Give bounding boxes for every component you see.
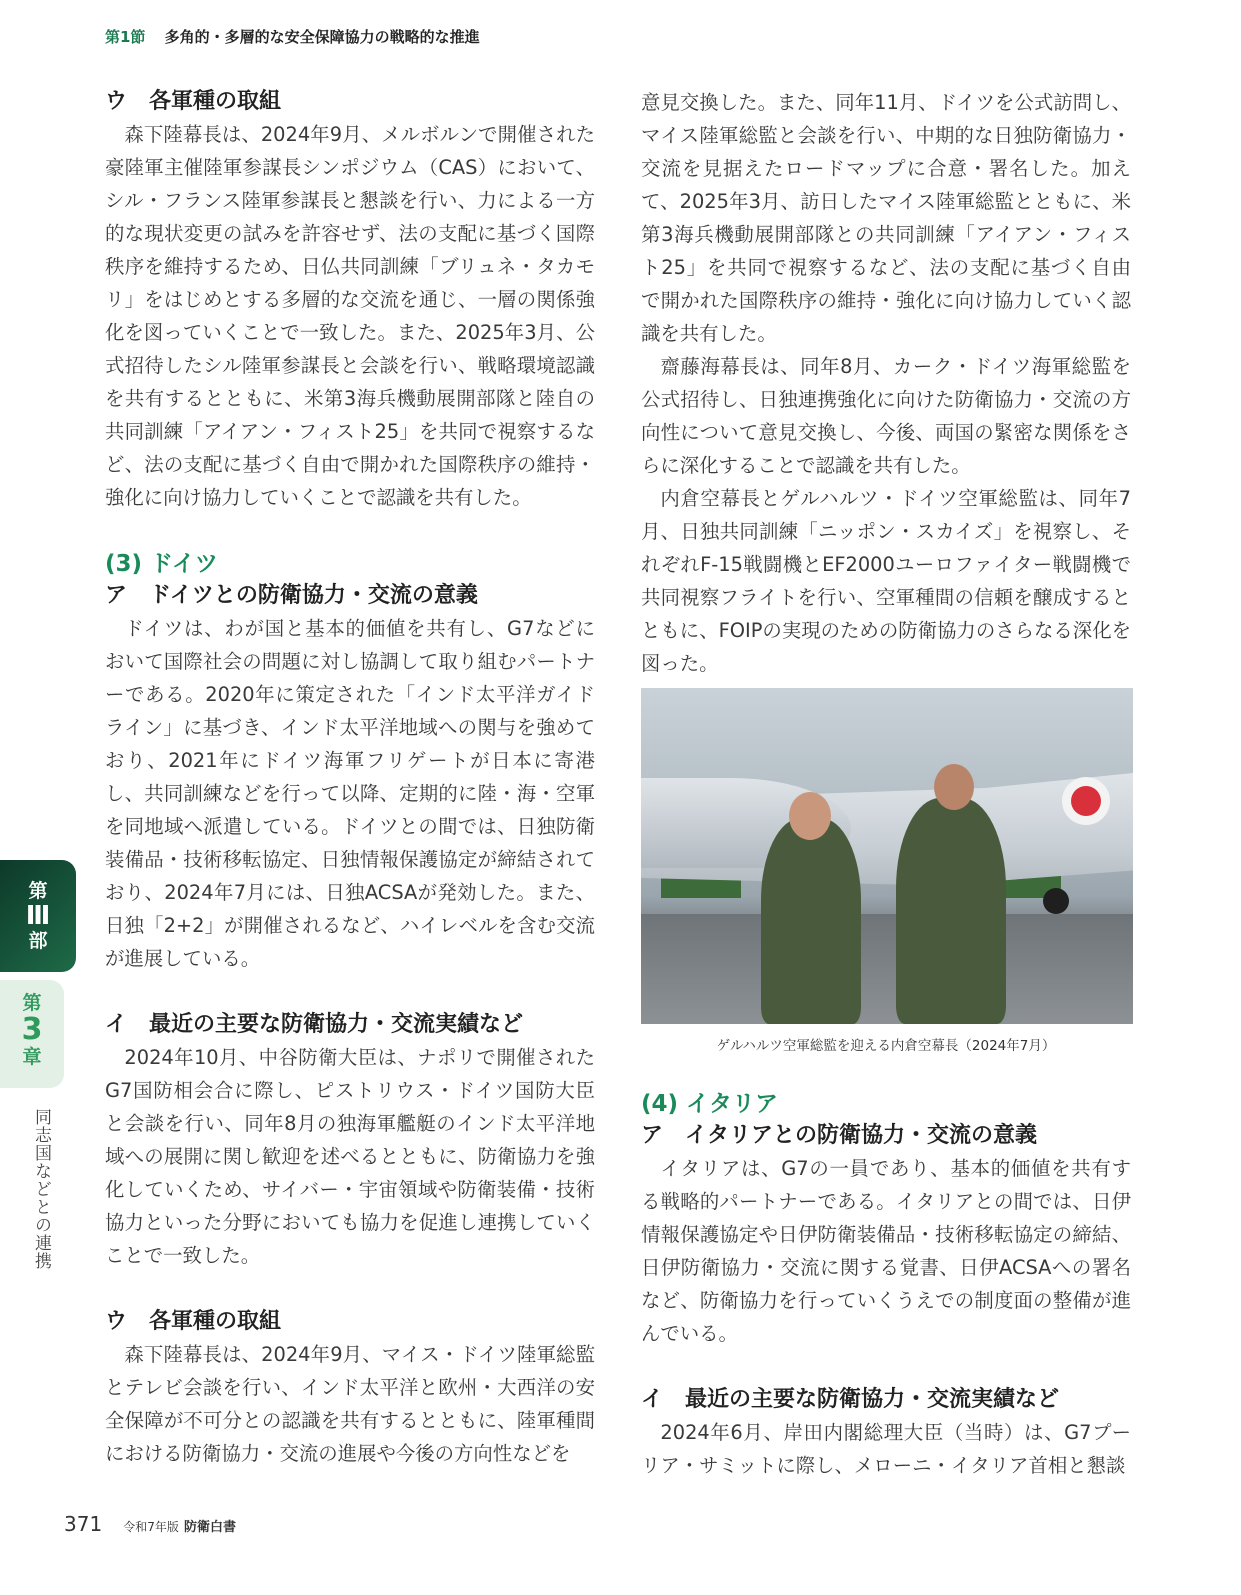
paragraph-army-france: 森下陸幕長は、2024年9月、メルボルンで開催された豪陸軍主催陸軍参謀長シンポジウム（CAS）において、シル・フランス陸軍参謀長と懇談を行い、力による一方的な現状変更の試みを許容せず、法の支配に基づく国際秩序を維持するため、日仏共同訓練「ブリュネ・タカモリ」をはじめとする多層的な交流を通じ、一層の関係強化を図っていくことで一致した。また、2025年3月、公式招待したシル陸軍参謀長と会談を行い、戦略環境認識を共有するとともに、米第3海兵機動展開部隊と陸自の共同訓練「アイアン・フィスト25」を共同で視察するなど、法の支配に基づく自由で開かれた国際秩序の維持・強化に向け協力していくことで認識を共有した。 xyxy=(105,123,595,509)
photo-air-chiefs-handshake xyxy=(641,688,1133,1024)
heading-germany-significance: ア ドイツとの防衛協力・交流の意義 xyxy=(105,583,478,608)
book-era: 令和7年版 xyxy=(123,1520,179,1534)
part-tab-dai: 第 xyxy=(28,880,48,902)
paragraph-germany-recent: 2024年10月、中谷防衛大臣は、ナポリで開催されたG7国防相会合に際し、ピストリウス・ドイツ国防大臣と会談を行い、同年8月の独海軍艦艇のインド太平洋地域への展開に関し歓迎を述べるとともに、防衛協力を強化していくため、サイバー・宇宙領域や防衛装備・技術協力といった分野においても協力を促進し連携していくことで一致した。 xyxy=(105,1046,595,1267)
chapter-tab-number: 3 xyxy=(21,1012,43,1047)
page-footer xyxy=(64,1512,236,1536)
chapter-title-vertical: 同志国などとの連携 xyxy=(31,1108,51,1270)
heading-germany: (3) ドイツ xyxy=(105,551,218,577)
chapter-tab-sho: 章 xyxy=(22,1046,42,1068)
paragraph-germany-air: 内倉空幕長とゲルハルツ・ドイツ空軍総監は、同年7月、日独共同訓練「ニッポン・スカイズ」を視察し、それぞれF-15戦闘機とEF2000ユーロファイター戦闘機で共同視察フライトを行い、空軍種間の信頼を醸成するとともに、FOIPの実現のための防衛協力のさらなる深化を図った。 xyxy=(641,487,1131,675)
section-number: 第1節 xyxy=(105,28,146,46)
part-tab xyxy=(0,860,76,972)
paragraph-germany-army-cont: 意見交換した。また、同年11月、ドイツを公式訪問し、マイス陸軍総監と会談を行い、中期的な日独防衛協力・交流を見据えたロードマップに合意・署名した。加えて、2025年3月、訪日したマイス陸軍総監とともに、米第3海兵機動展開部隊との共同訓練「アイアン・フィスト25」を共同で視察するなど、法の支配に基づく自由で開かれた国際秩序の維持・強化に向け協力していく認識を共有した。 xyxy=(641,91,1131,345)
section-title: 多角的・多層的な安全保障協力の戦略的な推進 xyxy=(164,28,480,46)
page-number: 371 xyxy=(64,1512,103,1536)
heading-germany-recent: イ 最近の主要な防衛協力・交流実績など xyxy=(105,1012,524,1037)
book-title: 防衛白書 xyxy=(184,1520,237,1535)
paragraph-germany-significance: ドイツは、わが国と基本的価値を共有し、G7などにおいて国際社会の問題に対し協調して取り組むパートナーである。2020年に策定された「インド太平洋ガイドライン」に基づき、インド太平洋地域への関与を強めており、2021年にドイツ海軍フリゲートが日本に寄港し、共同訓練などを行って以降、定期的に陸・海・空軍を同地域へ派遣している。ドイツとの間では、日独防衛装備品・技術移転協定、日独情報保護協定が締結されており、2024年7月には、日独ACSAが発効した。また、日独「2+2」が開催されるなど、ハイレベルを含む交流が進展している。 xyxy=(105,617,595,970)
running-header xyxy=(105,26,480,47)
paragraph-germany-navy: 齋藤海幕長は、同年8月、カーク・ドイツ海軍総監を公式招待し、日独連携強化に向けた防衛協力・交流の方向性について意見交換し、今後、両国の緊密な関係をさらに深化することで認識を共有した。 xyxy=(641,355,1131,477)
heading-italy-significance: ア イタリアとの防衛協力・交流の意義 xyxy=(641,1123,1038,1148)
paragraph-italy-recent: 2024年6月、岸田内閣総理大臣（当時）は、G7プーリア・サミットに際し、メローニ・イタリア首相と懇談 xyxy=(641,1421,1131,1477)
chapter-tab xyxy=(0,980,64,1088)
heading-germany-branches: ウ 各軍種の取組 xyxy=(105,1309,282,1334)
chapter-tab-dai: 第 xyxy=(22,992,42,1014)
right-column xyxy=(641,86,1131,1482)
photo-caption: ゲルハルツ空軍総監を迎える内倉空幕長（2024年7月） xyxy=(716,1038,1056,1054)
paragraph-italy-significance: イタリアは、G7の一員であり、基本的価値を共有する戦略的パートナーである。イタリアとの間では、日伊情報保護協定や日伊防衛装備品・技術移転協定の締結、日伊防衛協力・交流に関する覚書、日伊ACSAへの署名など、防衛協力を行っていくうえでの制度面の整備が進んでいる。 xyxy=(641,1157,1131,1345)
heading-italy-recent: イ 最近の主要な防衛協力・交流実績など xyxy=(641,1387,1060,1412)
part-tab-bu: 部 xyxy=(28,930,48,952)
paragraph-germany-army: 森下陸幕長は、2024年9月、マイス・ドイツ陸軍総監とテレビ会談を行い、インド太平洋と欧州・大西洋の安全保障が不可分との認識を共有するとともに、陸軍種間における防衛協力・交流の進展や今後の方向性などを xyxy=(105,1343,595,1465)
heading-branch-efforts: ウ 各軍種の取組 xyxy=(105,89,282,114)
heading-italy: (4) イタリア xyxy=(641,1091,779,1117)
left-column xyxy=(105,86,595,1470)
part-tab-number: Ⅲ xyxy=(25,901,51,931)
